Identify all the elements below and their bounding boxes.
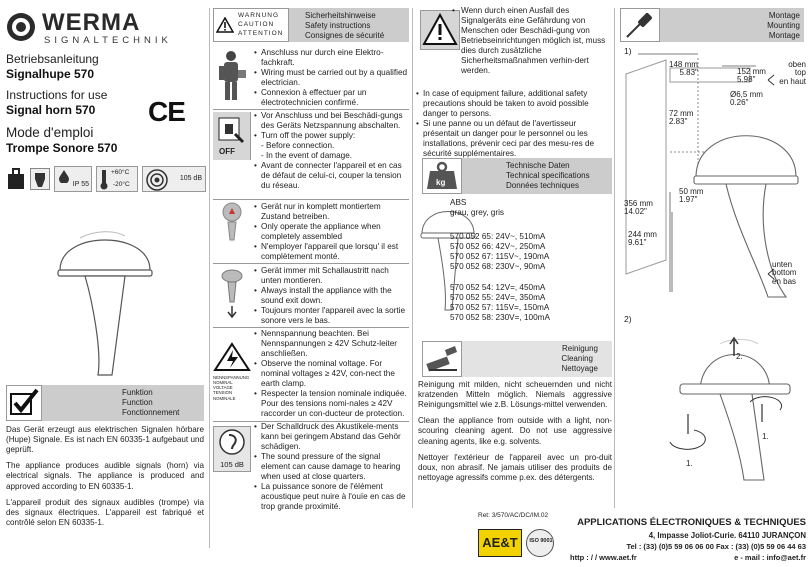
screwdriver-icon-box	[620, 8, 660, 42]
warning-hearing-de: • Der Schalldruck des Akustikele-ments kann bei geringem Abstand das Gehör schädigen.	[254, 422, 409, 452]
step2-label: 2)	[624, 314, 632, 324]
warning-power-de: • Vor Anschluss und bei Beschädi-gungs des Geräts Netzspannung abschalten.	[254, 111, 409, 131]
top-label-fr: en haut	[779, 76, 806, 86]
dim-50	[679, 188, 703, 205]
tech-specs	[450, 198, 610, 324]
warning-orientation-fr: • Toujours monter l'appareil avec la sortie sonore vers le bas.	[254, 306, 409, 326]
function-heading-en: Function	[122, 398, 153, 407]
variant-b-1: 570 052 54: 12V=, 450mA	[450, 282, 546, 292]
danger-en: • In case of equipment failure, additional safety precautions should be taken to avoid possible danger to persons.	[416, 89, 612, 119]
warning-badge-fr: ATTENTION	[238, 30, 284, 37]
title-en-product: Signal horn 570	[6, 102, 96, 117]
warning-assembled-en: • Only operate the appliance when completely assembled	[254, 222, 409, 242]
function-heading-de: Funktion	[122, 388, 153, 397]
function-para-en: The appliance produces audible signals (horn) via electrical signals. The appliance is produced and approved according to EN 60335-1.	[6, 461, 204, 491]
cleaning-para-fr: Nettoyer l'extérieur de l'appareil avec un pro-duit doux, non abrasif. Ne jamais utiliser des produits de nettoyage agressifs comme p.ex. des détergents.	[418, 452, 612, 482]
bottom-label-fr: en bas	[772, 276, 797, 286]
cleaning-icon	[422, 341, 462, 377]
dim-356	[624, 200, 653, 217]
warning-voltage-fr: • Respecter la tension nominale indiquée. Pour des tensions nomi-nales ≥ 42V raccorder un con-ducteur de protection.	[254, 389, 409, 419]
cleaning-text	[418, 380, 612, 483]
ce-mark: CE	[148, 96, 185, 127]
horn-illustration	[40, 210, 170, 380]
ip-rating-label: IP 55	[72, 181, 89, 189]
logo-wordmark: WERMA	[42, 9, 141, 36]
tech-material: ABS	[450, 198, 467, 207]
temp-max-label: +60°C	[111, 169, 130, 176]
dim-72-mm: 72 mm	[669, 109, 694, 118]
iso-badge	[526, 529, 554, 557]
warning-row-electrician	[213, 46, 409, 110]
safety-heading-fr: Consignes de sécurité	[305, 31, 385, 40]
safety-heading-de: Sicherheitshinweise	[305, 11, 376, 20]
col-separator-1	[209, 8, 210, 548]
dim-152	[737, 68, 766, 85]
variant-a-3: 570 052 67: 115V~, 190mA	[450, 252, 550, 261]
warning-row-assembled	[213, 200, 409, 264]
warning-row-orientation	[213, 264, 409, 328]
danger-fr: • Si une panne ou un défaut de l'avertisseur présentait un danger pour le personnel ou les installations, prévenir ceci par des mesu-res de sécurité supplémentaires.	[416, 119, 612, 159]
mounting-heading-de: Montage	[768, 11, 800, 20]
title-fr-product: Trompe Sonore 570	[6, 140, 118, 155]
orientation-icon	[213, 266, 251, 322]
dim-148	[669, 61, 698, 78]
variant-a-1: 570 052 65: 24V~, 510mA	[450, 231, 546, 241]
aet-logo	[478, 525, 556, 561]
warning-orientation-de: • Gerät immer mit Schallaustritt nach unten montieren.	[254, 266, 409, 286]
power-off-icon	[213, 112, 249, 148]
tech-header	[422, 158, 612, 194]
tech-heading-en: Technical specifications	[506, 171, 590, 180]
warning-badge-en: CAUTION	[238, 21, 275, 28]
company-phone: Tel : (33) (0)5 59 06 06 00 Fax : (33) (0)5 59 06 44 63	[626, 542, 806, 552]
step1-label: 1)	[624, 46, 632, 56]
dim-50-mm: 50 mm	[679, 187, 704, 196]
dim-244-in: 9.61"	[628, 238, 647, 248]
dim-72-in: 2.83"	[669, 117, 688, 127]
check-icon	[6, 385, 42, 421]
cleaning-heading-en: Cleaning	[561, 354, 593, 363]
company-address: 4, Impasse Joliot-Curie. 64110 JURANÇON	[648, 530, 806, 540]
high-voltage-icon	[213, 342, 251, 372]
dim-356-mm: 356 mm	[624, 199, 653, 208]
db-label: 105 dB	[220, 460, 244, 469]
arrow-1-label: 1.	[686, 459, 693, 468]
weight-icon	[6, 168, 26, 190]
title-de-lang: Betriebsanleitung	[6, 52, 99, 66]
cleaning-header	[422, 341, 612, 377]
iso-label: ISO 9001	[529, 538, 553, 544]
mounting-drawing-2	[640, 322, 808, 482]
off-label: OFF	[219, 147, 235, 156]
arrow-2-label: 2.	[736, 352, 743, 361]
warning-row-power	[213, 110, 409, 200]
cleaning-heading-fr: Nettoyage	[561, 364, 598, 373]
danger-de: • Wenn durch einen Ausfall des Signalgeräts eine Gefährdung von Menschen oder Beschädi-gung von Betriebseinrichtungen möglich ist, muss dies durch zusätzliche Sicherheitsmaßnahmen verhin-dert werden.	[452, 6, 612, 76]
warning-voltage-de: • Nennspannung beachten. Bei Nennspannungen ≥ 42V Schutz-leiter anschließen.	[254, 329, 409, 359]
warning-row-voltage	[213, 328, 409, 422]
tech-heading-fr: Données techniques	[506, 181, 579, 190]
dim-65-mm: Ø6,5 mm	[730, 90, 763, 99]
voltage-label-fr: TENSION NOMINALE	[213, 390, 236, 401]
warning-assembled-de: • Gerät nur in komplett montiertem Zustand betreiben.	[254, 202, 409, 222]
dim-244-mm: 244 mm	[628, 230, 657, 239]
company-web[interactable]: http : / / www.aet.fr	[570, 553, 637, 563]
safety-header	[213, 8, 409, 42]
function-text	[6, 425, 204, 528]
warning-hearing-fr: • La puissance sonore de l'élément acoustique peut nuire à l'ouïe en cas de trop grande proximité.	[254, 482, 409, 512]
ip-rating-icon	[54, 166, 92, 192]
variant-b-3: 570 052 57: 115V=, 150mA	[450, 303, 550, 312]
temp-min-label: -20°C	[113, 181, 130, 188]
function-para-fr: L'appareil produit des signaux audibles (trompe) via des signaux électriques. L'appareil est fabriqué et contrôlé selon EN 60335-1.	[6, 497, 204, 527]
title-fr-lang: Mode d'emploi	[6, 124, 94, 140]
dim-148-mm: 148 mm	[669, 60, 698, 69]
screwdriver-icon	[621, 9, 659, 41]
aet-logo-text: AE&T	[478, 529, 522, 557]
ref-code: Ret: 3/570/AC/DC/IM.02	[478, 512, 549, 519]
bottom-label-en: bottom	[772, 268, 797, 278]
tech-colors: grau, grey, gris	[450, 208, 504, 218]
dim-244	[628, 231, 657, 248]
variant-a-2: 570 052 66: 42V~, 250mA	[450, 241, 546, 251]
warning-power-en-a: - Before connection.	[261, 141, 335, 150]
warning-row-hearing	[213, 422, 409, 512]
mounting-position-icon	[30, 168, 50, 190]
voltage-label-en: NOMINAL VOLTAGE	[213, 380, 233, 391]
variant-a-4: 570 052 68: 230V~, 90mA	[450, 262, 546, 272]
dim-152-in: 5.98"	[737, 75, 756, 85]
top-labels	[776, 61, 806, 86]
sound-level-icon	[142, 166, 206, 192]
arrow-1b-label: 1.	[762, 432, 769, 441]
dim-72	[669, 110, 693, 127]
safety-heading-en: Safety instructions	[305, 21, 371, 30]
cleaning-heading-de: Reinigung	[561, 344, 598, 353]
warning-power-fr: • Avant de connecter l'appareil et en cas de défaut de celui-ci, couper la tension du réseau.	[254, 161, 409, 191]
dim-152-mm: 152 mm	[737, 67, 766, 76]
warning-badge	[213, 8, 289, 42]
variant-b-4: 570 052 58: 230V=, 100mA	[450, 313, 550, 323]
function-header	[6, 385, 204, 421]
bottom-label-de: unten	[772, 260, 793, 269]
bottom-labels	[772, 261, 806, 286]
company-block	[560, 517, 806, 565]
weight-kg-icon	[422, 158, 462, 194]
logo-tagline: SIGNALTECHNIK	[44, 35, 172, 46]
title-en-lang: Instructions for use	[6, 88, 108, 103]
spec-icons-row	[6, 166, 206, 192]
function-para-de: Das Gerät erzeugt aus elektrischen Signalen hörbare (Hupe) Signale. Es ist nach EN 60335-1 aufgebaut und geprüft.	[6, 425, 204, 455]
dim-148-in: 5.83"	[679, 68, 698, 78]
warning-electrician-fr: • Connexion à effectuer par un électrotechnicien confirmé.	[254, 88, 409, 108]
top-label-de: oben	[788, 60, 806, 69]
assembled-horn-icon	[213, 200, 251, 244]
variant-b-2: 570 052 55: 24V=, 350mA	[450, 292, 546, 302]
electrician-icon	[213, 48, 249, 104]
danger-row	[416, 6, 612, 158]
top-label-en: top	[794, 68, 806, 78]
warning-hearing-en: • The sound pressure of the signal element can cause damage to hearing when used at close quarters.	[254, 452, 409, 482]
sound-level-label: 105 dB	[179, 175, 202, 182]
dim-65	[730, 91, 763, 108]
dim-50-in: 1.97"	[679, 195, 698, 205]
kg-label: kg	[436, 178, 446, 187]
company-email[interactable]: e - mail : info@aet.fr	[734, 553, 806, 563]
mounting-heading-en: Mounting	[767, 21, 800, 30]
warning-voltage-en: • Observe the nominal voltage. For nominal voltages ≥ 42V, con-nect the earth clamp.	[254, 359, 409, 389]
col-separator-3	[614, 8, 615, 508]
warning-electrician-en: • Wiring must be carried out by a qualified electrician.	[254, 68, 409, 88]
cleaning-para-en: Clean the appliance from outside with a light, non-scouring cleaning agent. Do not use aggressive cleaning agents, like e.g. solvents.	[418, 416, 612, 446]
tech-heading-de: Technische Daten	[506, 161, 570, 170]
title-de-product: Signalhupe 570	[6, 66, 95, 81]
dim-356-in: 14.02"	[624, 207, 647, 217]
warning-badge-de: WARNUNG	[238, 12, 280, 19]
function-heading-fr: Fonctionnement	[122, 408, 180, 417]
voltage-label-de: NENNSPANNUNG	[213, 375, 250, 380]
mounting-header	[620, 8, 804, 42]
company-name: APPLICATIONS ÉLECTRONIQUES & TECHNIQUES	[577, 517, 806, 528]
cleaning-para-de: Reinigung mit milden, nicht scheuernden und nicht kratzenden Mitteln möglich. Niemals aggressive Reinigungsmittel wie z.B. Lösungs-mittel verwenden.	[418, 380, 612, 410]
dim-65-in: 0.26"	[730, 98, 749, 108]
warning-power-en: • Turn off the power supply:	[254, 131, 409, 141]
col-separator-2	[412, 8, 413, 508]
warning-orientation-en: • Always install the appliance with the sound exit down.	[254, 286, 409, 306]
hearing-protection-icon	[214, 427, 250, 457]
temperature-icon	[96, 166, 138, 192]
werma-logo	[6, 10, 206, 48]
warning-power-en-b: - In the event of damage.	[261, 151, 353, 160]
mounting-heading-fr: Montage	[768, 31, 800, 40]
warning-electrician-de: • Anschluss nur durch eine Elektro-fachkraft.	[254, 48, 409, 68]
warning-assembled-fr: • N'employer l'appareil que lorsqu' il est complètement monté.	[254, 242, 409, 262]
werma-logo-icon	[6, 12, 36, 42]
